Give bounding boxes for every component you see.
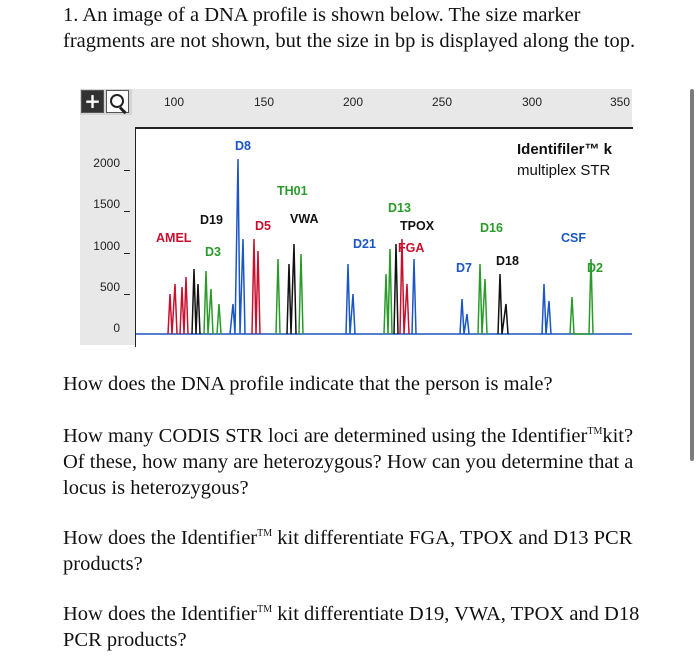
locus-label: D13 bbox=[388, 201, 411, 215]
locus-label: D7 bbox=[456, 261, 472, 275]
locus-label: TH01 bbox=[277, 184, 308, 198]
y-axis-label: 2000 bbox=[93, 156, 120, 170]
question-d19-vwa-tpox-d18: How does the Identifier™ kit differentiate D19, VWA, TPOX and D18 PCR products? bbox=[63, 603, 640, 651]
question-intro: 1. An image of a DNA profile is shown below. The size marker fragments are not shown, but the size in bp is displayed along the top. bbox=[63, 4, 636, 52]
y-axis-label: 1500 bbox=[93, 197, 120, 211]
y-axis-label: 1000 bbox=[93, 239, 120, 253]
locus-label: AMEL bbox=[156, 231, 192, 245]
question-codis-loci: How many CODIS STR loci are determined using the Identifier™kit? Of these, how many are heterozygous? How can you determine that a locus is heterozygous? bbox=[63, 425, 634, 499]
axis-tick-label: 100 bbox=[163, 95, 185, 109]
locus-label: D2 bbox=[587, 261, 603, 275]
locus-label: D5 bbox=[255, 219, 271, 233]
axis-tick-label: 150 bbox=[253, 95, 275, 109]
dna-profile-figure bbox=[80, 89, 632, 345]
axis-tick-label: 250 bbox=[431, 95, 453, 109]
axis-tick-label: 300 bbox=[521, 95, 543, 109]
question-fga-tpox-d13: How does the Identifier™ kit differentiate FGA, TPOX and D13 PCR products? bbox=[63, 527, 633, 575]
y-axis-label: 500 bbox=[99, 280, 120, 294]
locus-label: D8 bbox=[235, 139, 251, 153]
electropherogram-peaks bbox=[80, 89, 632, 345]
kit-subtitle: multiplex STR bbox=[517, 162, 611, 179]
locus-label: CSF bbox=[561, 231, 586, 245]
y-axis-label: 0 bbox=[113, 321, 120, 335]
locus-label: D16 bbox=[480, 221, 503, 235]
axis-tick-label: 200 bbox=[342, 95, 364, 109]
locus-label: D21 bbox=[353, 237, 376, 251]
locus-label: TPOX bbox=[400, 219, 435, 233]
locus-label: D19 bbox=[200, 213, 223, 227]
kit-title: Identifiler™ k bbox=[517, 141, 613, 158]
axis-tick-label: 350 bbox=[610, 95, 631, 109]
locus-label: FGA bbox=[398, 241, 425, 255]
plus-icon[interactable]: + bbox=[81, 90, 104, 113]
question-male: How does the DNA profile indicate that the person is male? bbox=[63, 373, 553, 395]
locus-label: D18 bbox=[496, 254, 519, 268]
locus-label: VWA bbox=[290, 212, 319, 226]
locus-label: D3 bbox=[205, 245, 221, 259]
scrollbar[interactable] bbox=[690, 89, 694, 461]
